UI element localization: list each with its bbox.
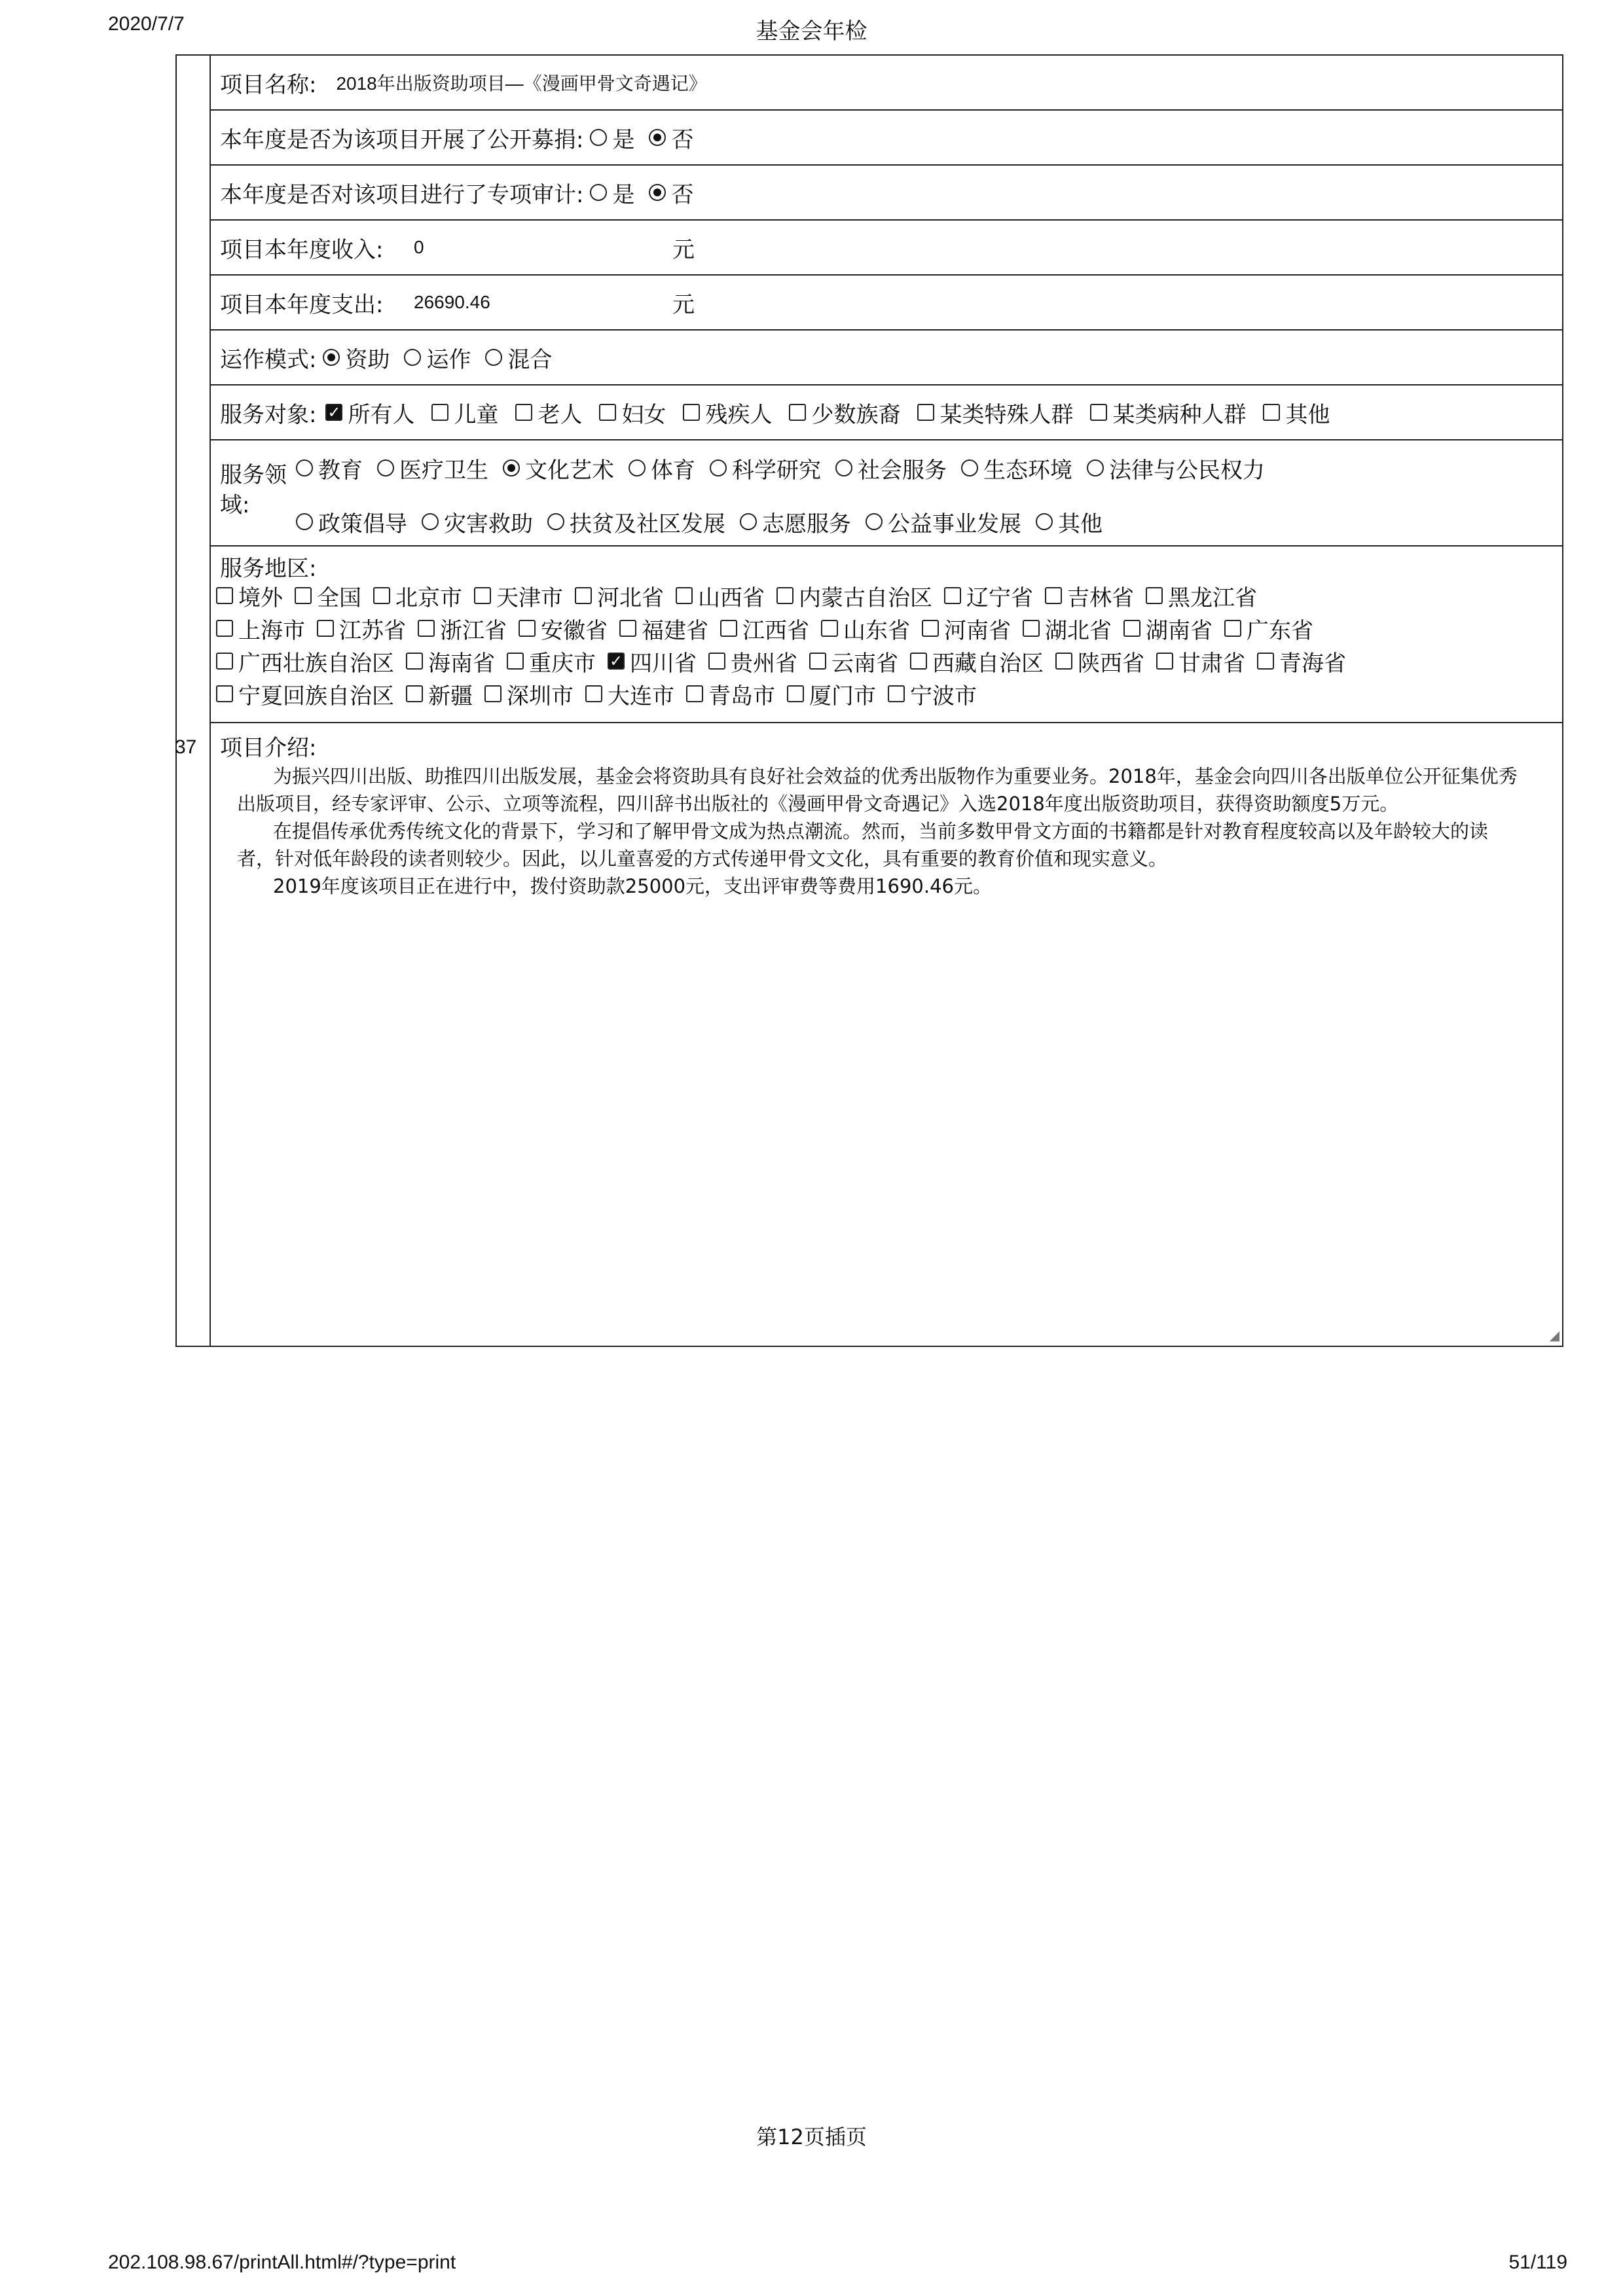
checkbox-checked-icon[interactable]: ✓ <box>608 653 625 670</box>
region-option[interactable]: 辽宁省 <box>940 580 1033 612</box>
page-insert-label: 第12页插页 <box>756 2125 867 2149</box>
radio-icon[interactable] <box>404 349 421 366</box>
radio-icon[interactable] <box>1087 459 1104 476</box>
checkbox-icon[interactable] <box>910 653 927 670</box>
checkbox-icon[interactable] <box>676 587 693 604</box>
public-fundraising-yes[interactable]: 是 <box>583 122 634 154</box>
expense-label: 项目本年度支出: <box>220 291 384 318</box>
service-region-row <box>211 547 1562 723</box>
radio-icon[interactable] <box>377 459 394 476</box>
checkbox-icon[interactable] <box>1055 653 1072 670</box>
income-unit: 元 <box>672 236 695 263</box>
row-number: 37 <box>175 736 197 758</box>
checkbox-icon[interactable] <box>216 587 233 604</box>
income-value: 0 <box>414 237 424 257</box>
checkbox-icon[interactable] <box>619 620 636 637</box>
region-option[interactable]: 江苏省 <box>313 613 406 645</box>
region-line-1 <box>212 579 1562 612</box>
special-audit-row <box>211 166 1562 221</box>
region-option[interactable]: 江西省 <box>716 613 809 645</box>
checkbox-icon[interactable] <box>917 404 934 421</box>
special-audit-no[interactable]: 否 <box>642 177 693 209</box>
print-url: 202.108.98.67/printAll.html#/?type=print <box>108 2251 456 2273</box>
checkbox-icon[interactable] <box>686 685 703 702</box>
row-number-column <box>177 56 211 1346</box>
region-option[interactable]: 福建省 <box>615 613 708 645</box>
region-option[interactable]: 厦门市 <box>783 678 876 710</box>
checkbox-icon[interactable] <box>789 404 806 421</box>
checkbox-icon[interactable] <box>585 685 602 702</box>
region-option[interactable]: 大连市 <box>581 678 674 710</box>
intro-row <box>211 723 1562 1346</box>
target-option[interactable]: 儿童 <box>422 397 498 429</box>
checkbox-icon[interactable] <box>431 404 448 421</box>
checkbox-icon[interactable] <box>888 685 905 702</box>
radio-selected-icon[interactable] <box>649 129 666 146</box>
region-option[interactable]: 上海市 <box>212 613 305 645</box>
special-audit-yes[interactable]: 是 <box>583 177 634 209</box>
radio-selected-icon[interactable] <box>323 349 340 366</box>
service-field-line-2 <box>289 503 1110 540</box>
checkbox-icon[interactable] <box>406 653 423 670</box>
intro-label: 项目介绍: <box>220 735 317 761</box>
radio-icon[interactable] <box>422 513 439 530</box>
region-option[interactable]: 广西壮族自治区 <box>212 645 394 677</box>
checkbox-icon[interactable] <box>1090 404 1107 421</box>
target-option[interactable]: 某类病种人群 <box>1081 397 1246 429</box>
field-option[interactable]: 生态环境 <box>955 452 1072 484</box>
region-option[interactable]: 宁夏回族自治区 <box>212 678 394 710</box>
field-option[interactable]: 教育 <box>289 452 363 484</box>
page-count: 51/119 <box>1508 2251 1567 2273</box>
region-option[interactable]: 陕西省 <box>1051 645 1144 677</box>
region-option[interactable]: 宁波市 <box>884 678 977 710</box>
region-option[interactable]: 湖北省 <box>1019 613 1112 645</box>
intro-paragraph: 为振兴四川出版、助推四川出版发展，基金会将资助具有良好社会效益的优秀出版物作为重要业务。2018年，基金会向四川各出版单位公开征集优秀出版项目，经专家评审、公示、立项等流程，四川辞书出版社的《漫画甲骨文奇遇记》入选2018年度出版资助项目，获得资助额度5万元。 <box>237 765 1518 815</box>
region-option[interactable]: 甘肃省 <box>1152 645 1245 677</box>
radio-icon[interactable] <box>740 513 757 530</box>
target-option[interactable]: 某类特殊人群 <box>908 397 1073 429</box>
region-line-4 <box>212 677 1562 710</box>
field-option[interactable]: 扶贫及社区发展 <box>541 506 725 538</box>
service-field-label: 服务领 域: <box>220 462 287 518</box>
checkbox-icon[interactable] <box>317 620 334 637</box>
target-option[interactable]: 老人 <box>506 397 582 429</box>
project-form <box>175 54 1563 1347</box>
checkbox-icon[interactable] <box>1224 620 1241 637</box>
service-target-options <box>211 386 1562 439</box>
public-fundraising-row <box>211 111 1562 166</box>
target-option[interactable]: ✓ 所有人 <box>316 397 414 429</box>
radio-icon[interactable] <box>961 459 978 476</box>
field-option[interactable]: 法律与公民权力 <box>1080 452 1265 484</box>
radio-icon[interactable] <box>547 513 564 530</box>
checkbox-icon[interactable] <box>295 587 312 604</box>
target-option[interactable]: 残疾人 <box>674 397 772 429</box>
region-option[interactable]: 北京市 <box>369 580 462 612</box>
checkbox-checked-icon[interactable]: ✓ <box>325 404 342 421</box>
region-option[interactable]: 贵州省 <box>704 645 797 677</box>
region-option[interactable]: 河南省 <box>918 613 1011 645</box>
checkbox-icon[interactable] <box>507 653 524 670</box>
checkbox-icon[interactable] <box>474 587 491 604</box>
field-option[interactable]: 医疗卫生 <box>371 452 488 484</box>
service-field-line-1 <box>289 450 1273 486</box>
checkbox-icon[interactable] <box>821 620 838 637</box>
project-name-value: 2018年出版资助项目—《漫画甲骨文奇遇记》 <box>336 73 707 94</box>
checkbox-icon[interactable] <box>519 620 536 637</box>
radio-selected-icon[interactable] <box>649 184 666 201</box>
income-label: 项目本年度收入: <box>220 236 384 263</box>
checkbox-icon[interactable] <box>708 653 725 670</box>
operation-mode-row <box>211 331 1562 386</box>
print-date: 2020/7/7 <box>108 13 185 35</box>
service-field-row <box>211 440 1562 547</box>
radio-icon[interactable] <box>485 349 502 366</box>
special-audit-label: 本年度是否对该项目进行了专项审计: <box>220 181 584 208</box>
expense-unit: 元 <box>672 291 695 318</box>
checkbox-icon[interactable] <box>1257 653 1274 670</box>
region-option[interactable]: 吉林省 <box>1041 580 1134 612</box>
project-name-row <box>211 56 1562 111</box>
checkbox-icon[interactable] <box>484 685 501 702</box>
resize-handle-icon[interactable]: ◢ <box>1549 1327 1559 1343</box>
checkbox-icon[interactable] <box>720 620 737 637</box>
field-option[interactable]: 文化艺术 <box>496 452 614 484</box>
checkbox-icon[interactable] <box>922 620 939 637</box>
region-option[interactable]: 黑龙江省 <box>1142 580 1257 612</box>
field-option[interactable]: 科学研究 <box>703 452 821 484</box>
target-option[interactable]: 妇女 <box>590 397 666 429</box>
radio-icon[interactable] <box>590 129 607 146</box>
region-option[interactable]: 山东省 <box>817 613 910 645</box>
radio-icon[interactable] <box>590 184 607 201</box>
form-content <box>211 56 1562 1346</box>
public-fundraising-label: 本年度是否为该项目开展了公开募捐: <box>220 126 584 153</box>
checkbox-icon[interactable] <box>373 587 390 604</box>
checkbox-icon[interactable] <box>406 685 423 702</box>
field-option[interactable]: 灾害救助 <box>415 506 533 538</box>
page-title: 基金会年检 <box>756 18 867 45</box>
checkbox-icon[interactable] <box>683 404 700 421</box>
intro-text <box>237 762 1523 900</box>
field-option[interactable]: 社会服务 <box>829 452 947 484</box>
region-option[interactable]: 山西省 <box>672 580 765 612</box>
checkbox-icon[interactable] <box>1156 653 1173 670</box>
region-option[interactable]: 广东省 <box>1220 613 1313 645</box>
operation-mode-fund[interactable]: 资助 <box>316 342 390 374</box>
target-option[interactable]: 少数族裔 <box>780 397 900 429</box>
radio-selected-icon[interactable] <box>503 459 520 476</box>
checkbox-icon[interactable] <box>1123 620 1140 637</box>
operation-mode-operate[interactable]: 运作 <box>397 342 471 374</box>
checkbox-icon[interactable] <box>1023 620 1040 637</box>
target-option[interactable]: 其他 <box>1254 397 1330 429</box>
region-option[interactable]: 河北省 <box>571 580 664 612</box>
region-option[interactable]: 浙江省 <box>414 613 507 645</box>
checkbox-icon[interactable] <box>418 620 435 637</box>
region-option[interactable]: 青岛市 <box>682 678 775 710</box>
checkbox-icon[interactable] <box>944 587 961 604</box>
checkbox-icon[interactable] <box>1146 587 1163 604</box>
region-option[interactable]: 境外 <box>212 580 283 612</box>
checkbox-icon[interactable] <box>515 404 532 421</box>
region-option[interactable]: 安徽省 <box>515 613 608 645</box>
region-option[interactable]: 天津市 <box>470 580 563 612</box>
public-fundraising-no[interactable]: 否 <box>642 122 693 154</box>
region-option[interactable]: 西藏自治区 <box>906 645 1044 677</box>
region-option[interactable]: 海南省 <box>402 645 495 677</box>
operation-mode-mixed[interactable]: 混合 <box>479 342 552 374</box>
region-line-3 <box>212 645 1562 677</box>
checkbox-icon[interactable] <box>575 587 592 604</box>
region-option[interactable]: 重庆市 <box>503 645 596 677</box>
region-option[interactable]: 深圳市 <box>481 678 574 710</box>
checkbox-icon[interactable] <box>809 653 826 670</box>
checkbox-icon[interactable] <box>787 685 804 702</box>
checkbox-icon[interactable] <box>1045 587 1062 604</box>
checkbox-icon[interactable] <box>216 620 233 637</box>
intro-paragraph: 2019年度该项目正在进行中，拨付资助款25000元，支出评审费等费用1690.46元。 <box>273 875 992 897</box>
project-name-label: 项目名称: <box>220 71 317 98</box>
radio-icon[interactable] <box>296 513 313 530</box>
service-region-label: 服务地区: <box>220 556 317 582</box>
radio-icon[interactable] <box>1036 513 1053 530</box>
radio-icon[interactable] <box>710 459 727 476</box>
income-row <box>211 221 1562 276</box>
intro-paragraph: 在提倡传承优秀传统文化的背景下，学习和了解甲骨文成为热点潮流。然而，当前多数甲骨文方面的书籍都是针对教育程度较高以及年龄较大的读者，针对低年龄段的读者则较少。因此，以儿童喜爱的方式传递甲骨文文化，具有重要的教育价值和现实意义。 <box>237 820 1489 870</box>
service-target-label: 服务对象: <box>220 401 317 428</box>
checkbox-icon[interactable] <box>1263 404 1280 421</box>
expense-value: 26690.46 <box>414 292 490 312</box>
checkbox-icon[interactable] <box>776 587 793 604</box>
region-line-2 <box>212 612 1562 645</box>
expense-row <box>211 276 1562 331</box>
region-option[interactable]: 新疆 <box>402 678 473 710</box>
field-option[interactable]: 公益事业发展 <box>859 506 1021 538</box>
radio-icon[interactable] <box>629 459 646 476</box>
checkbox-icon[interactable] <box>599 404 616 421</box>
field-option[interactable]: 其他 <box>1029 506 1103 538</box>
checkbox-icon[interactable] <box>216 685 233 702</box>
radio-icon[interactable] <box>835 459 852 476</box>
region-option[interactable]: 内蒙古自治区 <box>773 580 932 612</box>
radio-icon[interactable] <box>296 459 313 476</box>
field-option[interactable]: 志愿服务 <box>733 506 851 538</box>
radio-icon[interactable] <box>866 513 883 530</box>
region-option[interactable]: 云南省 <box>805 645 898 677</box>
service-target-row <box>211 386 1562 440</box>
checkbox-icon[interactable] <box>216 653 233 670</box>
region-option[interactable]: 青海省 <box>1253 645 1346 677</box>
field-option[interactable]: 体育 <box>622 452 695 484</box>
operation-mode-label: 运作模式: <box>220 346 317 373</box>
field-option[interactable]: 政策倡导 <box>289 506 407 538</box>
region-option[interactable]: 湖南省 <box>1120 613 1213 645</box>
region-option[interactable]: 全国 <box>291 580 361 612</box>
region-option[interactable]: ✓ 四川省 <box>604 645 697 677</box>
